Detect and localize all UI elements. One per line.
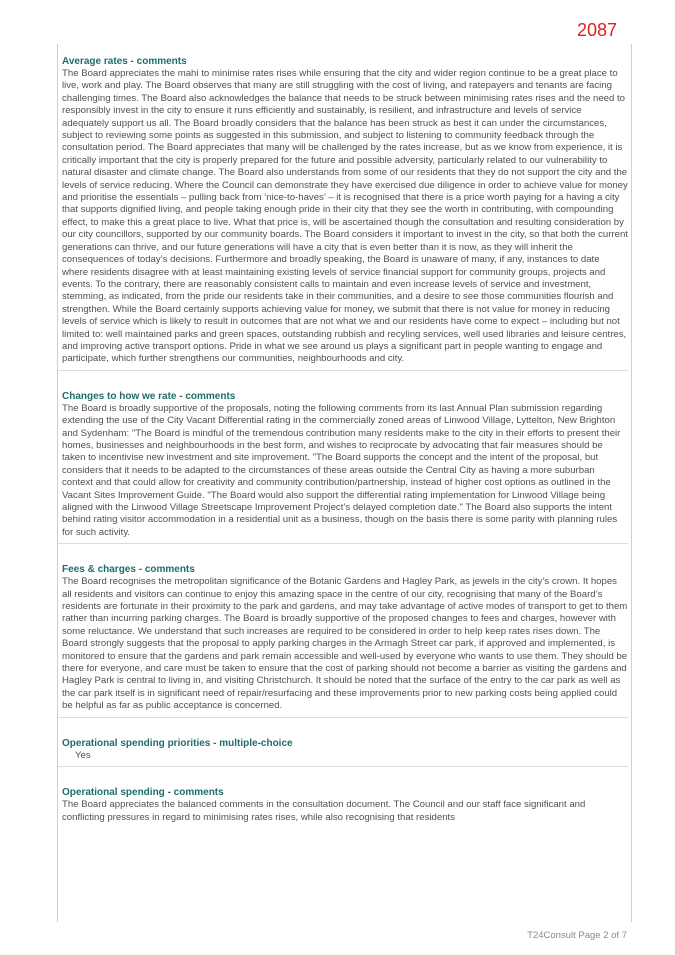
multiple-choice-answer: Yes — [75, 749, 91, 761]
section-body: The Board appreciates the balanced comments in the consultation document. The Council and our staff face significant and conflicting pressures in regard to minimising rates rises, while also recognising that residents — [62, 799, 586, 823]
section-body: The Board is broadly supportive of the proposals, noting the following comments from its last Annual Plan submission regarding extending the use of the City Vacant Differential rating in the commercially zoned areas of Linwood Village, Lyttelton, New Brighton and Sydenham: "The Board is mindful of the tremendous contribution many residents make to the city in their efforts to present their homes, businesses and neighbourhoods in the best form, and wishes to reciprocate by advocating that fair measures should be taken to incentivise new investment and site improvement. "The Board supports the concept and the intent of the proposal, but considers that it needs to be adapted to the circumstances of these areas outside the Central City as having a more suburban context and that could allow for creativity and community contribution/partnership, instead of higher cost options as outlined in the Vacant Sites Improvement Guide. "The Board would also support the differential rating implementation for Linwood Village being aligned with the Linwood Village Streetscape Improvement Project’s delayed completion date." The Board also supports the intent behind rating visitor accommodation in a residential unit as a business, though on the basis there is some parity with planning rules for such activity. — [62, 402, 621, 538]
section-divider — [58, 766, 628, 767]
document-content — [62, 56, 628, 824]
section-average-rates — [62, 56, 628, 366]
section-body: The Board recognises the metropolitan significance of the Botanic Gardens and Hagley Park, as jewels in the city’s crown. It hopes all residents and visitors can continue to enjoy this amazing space in the centre of our city, recognising that many of the Board’s residents are fortunate in their proximity to the park and gardens, and may take advantage of active modes of transport to get to them rather than incurring parking charges. The Board is broadly supportive of the proposed changes to fees and charges, however with some reluctance. We understand that such increases are required to be considered in order to help keep rates rises down. The Board strongly suggests that the proposal to apply parking charges in the Armagh Street car park, if approved and implemented, is monitored to ensure that the gardens and park remain accessible and well-used by everyone who wants to use them. They should be there for everyone, and care must be taken to ensure that the cost of parking should not become a barrier as visiting the gardens and Hagley Park is central to living in, and visiting Christchurch. It should be noted that the surface of the entry to the car park as well as the car park itself is in significant need of repair/resurfacing and these improvements prior to new parking costs being applied could be helpful as far as public acceptance is concerned. — [62, 576, 628, 712]
section-divider — [58, 370, 628, 371]
section-divider — [58, 717, 628, 718]
section-heading: Changes to how we rate - comments — [62, 390, 236, 402]
section-changes-to-how-we-rate — [62, 391, 628, 539]
section-heading: Fees & charges - comments — [62, 564, 195, 576]
section-operational-spending-priorities — [62, 738, 628, 762]
page-footer: T24Consult Page 2 of 7 — [527, 930, 627, 941]
section-heading: Average rates - comments — [62, 56, 187, 67]
section-fees-and-charges — [62, 564, 628, 712]
section-heading: Operational spending priorities - multiple-choice — [62, 737, 293, 749]
section-heading: Operational spending - comments — [62, 787, 224, 799]
section-operational-spending — [62, 787, 628, 824]
section-body: The Board appreciates the mahi to minimise rates rises while ensuring that the city and wider region continue to be a great place to live, work and play. The Board observes that many are still struggling with the cost of living, and ratepayers and tenants are facing challenging times. The Board also acknowledges the balance that needs to be struck between minimising rates rises and the need to responsibly invest in the city to ensure it runs efficiently and sustainably, is resilient, and infrastructure and levels of service adequately support us all. The Board broadly considers that the balance has been struck as best it can under the circumstances, subject to reviewing some points as suggested in this submission, and subject to listening to community feedback through the consultation period. The Board appreciates that many will be challenged by the rates increase, but as we know from experience, it is critically important that the city is properly prepared for the future and possible adversity, particularly related to our vulnerability to natural disaster and climate change. The Board also understands from some of our residents that they do not support the city and the levels of service reducing. Where the Council can demonstrate they have exercised due diligence in order to achieve value for money and prioritise the essentials – pulling back from ‘nice-to-haves’ – it is recognised that there is a price worth paying for a having a city that supports dignified living, and people taking enough pride in their city that they see the worth in contributing, with compounding effect, to make this a great place to live. What that price is, will be ascertained though the consultation and resulting consideration by our city councillors, supported by our community boards. The Board considers it important to invest in the city, so that both the current generations can thrive, and our future generations will have a city that is even better than it is now, as they will inherit the consequences of today’s decisions. Furthermore and broadly speaking, the Board is unaware of many, if any, instances to date where residents disagree with at least maintaining existing levels of service financial support for community groups, projects and events. To the contrary, there are reasonably consistent calls to maintain and even increase levels of service and investment, stemming, as indicated, from the pride our residents take in their communities, and a desire to see those communities flourish and strengthen. While the Board certainly supports achieving value for money, we submit that there is not value for money in reducing levels of service which is likely to result in outcomes that are not what we and our residents have come to expect – including but not limited to: well maintained parks and green spaces, outstanding rubbish and recyling services, well used libraries and leisure centres, and improving active transport options. Pride in what we see around us plays a significant part in people wanting to engage and participate, which further strengthens our communities, neighbourhoods and city. — [62, 68, 628, 365]
section-divider — [58, 543, 628, 544]
page-number: 2087 — [576, 20, 617, 40]
